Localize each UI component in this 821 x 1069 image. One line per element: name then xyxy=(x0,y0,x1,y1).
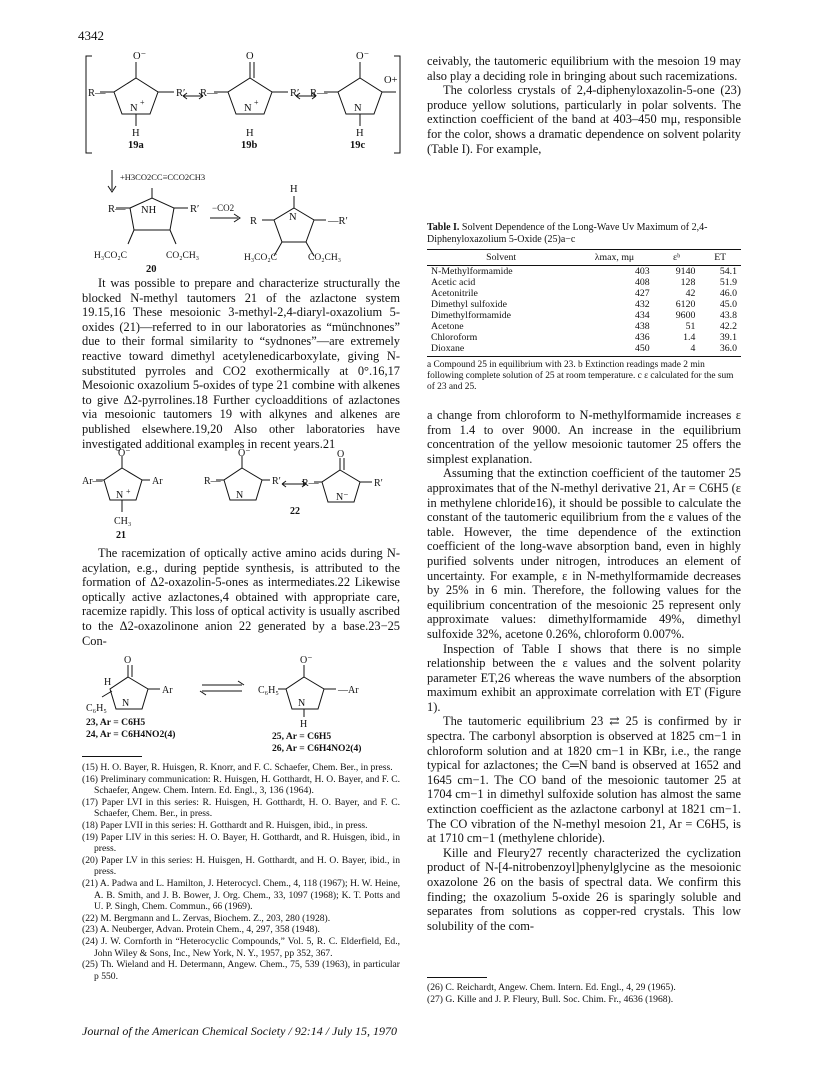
right-column-top xyxy=(427,54,741,156)
svg-text:—Ar: —Ar xyxy=(338,685,359,696)
cell-et: 36.0 xyxy=(699,343,741,357)
cell-epsilon: 1.4 xyxy=(683,332,696,343)
reference-18: (18) Paper LVII in this series: H. Gotthardt and R. Huisgen, ibid., in press. xyxy=(82,819,368,831)
table-row xyxy=(427,310,741,321)
cell-solvent: N-Methylformamide xyxy=(431,266,513,277)
paragraph-ir-spectra: The tautomeric equilibrium 23 ⇄ 25 is confirmed by ir spectra. The carbonyl absorption is observed at 1825 cm−1 in chloroform solution and at 1820 cm−1 in KBr, i.e., the range typical for azlactones; the C═N band is observed at 1652 and 1645 cm−1. The CO band of the mesoionic tautomer 25 at 1704 cm−1 in dimethyl sulfoxide solution has almost the same extinction coefficient as the azlactone carbonyl at 1821 cm−1. The CO vibration of the N-methyl mesoion 21, Ar = C6H5, is at 1710 cm−1 (methylene chloride). xyxy=(427,714,741,846)
header-solvent: Solvent xyxy=(427,250,575,266)
svg-text:+: + xyxy=(254,98,259,107)
reference-24: (24) J. W. Cornforth in “Heterocyclic Compounds,” Vol. 5, R. C. Elderfield, Ed., John Wiley & Sons, Inc., New York, N. Y., 1957, pp 352, 367. xyxy=(82,935,400,959)
svg-text:O: O xyxy=(124,655,132,666)
co2-loss-label: −CO2 xyxy=(212,203,235,213)
page-number: 4342 xyxy=(78,28,104,43)
svg-text:N: N xyxy=(289,212,297,223)
reference-25: (25) Th. Wieland and H. Determann, Angew. Chem., 75, 539 (1963), in particular p 550. xyxy=(82,959,400,982)
svg-text:H: H xyxy=(132,128,140,139)
label-21: 21 xyxy=(116,530,126,541)
journal-footer: Journal of the American Chemical Society / 92:14 / July 15, 1970 xyxy=(82,1024,398,1038)
svg-text:H: H xyxy=(300,719,308,730)
svg-text:Ar: Ar xyxy=(152,476,163,487)
table-1 xyxy=(427,249,741,357)
svg-text:—R′: —R′ xyxy=(328,216,348,227)
svg-text:N: N xyxy=(236,490,244,501)
table-caption xyxy=(427,222,741,245)
svg-text:CO₂CH₃: CO₂CH₃ xyxy=(308,253,342,263)
table-header-row xyxy=(427,250,741,266)
svg-text:N: N xyxy=(354,103,362,114)
cell-et: 54.1 xyxy=(719,266,737,277)
left-column-top xyxy=(82,276,400,451)
cell-epsilon: 51 xyxy=(685,321,696,332)
table-row xyxy=(427,332,741,343)
reference-27: (27) G. Kille and J. P. Fleury, Bull. Soc. Chim. Fr., 4636 (1968). xyxy=(427,993,674,1005)
svg-text:Ar: Ar xyxy=(162,685,173,696)
svg-text:CH₃: CH₃ xyxy=(114,516,132,527)
scheme-23-26-structures xyxy=(82,655,402,754)
cell-solvent: Dimethyl sulfoxide xyxy=(431,299,507,310)
svg-text:N⁻: N⁻ xyxy=(336,492,349,503)
cell-solvent: Dioxane xyxy=(427,343,575,357)
table-row xyxy=(427,343,741,357)
cell-solvent: Acetonitrile xyxy=(431,288,478,299)
svg-text:R—: R— xyxy=(310,88,328,99)
cell-lambda: 450 xyxy=(575,343,653,357)
footnote-rule-left xyxy=(82,756,142,757)
cell-epsilon: 4 xyxy=(654,343,700,357)
paragraph-chloroform-change: a change from chloroform to N-methylformamide increases ε from 1.4 to over 9000. An increase in the equilibrium concentration of the yellow mesoionic tautomer 25 offers the simplest explanation. xyxy=(427,408,741,466)
cell-epsilon: 6120 xyxy=(675,299,696,310)
svg-text:O⁻: O⁻ xyxy=(300,655,313,666)
svg-text:NH: NH xyxy=(141,205,157,216)
label-26: 26, Ar = C6H4NO2(4) xyxy=(272,743,362,754)
cell-et: 43.8 xyxy=(719,310,737,321)
svg-text:R′: R′ xyxy=(190,204,200,215)
left-column-middle xyxy=(82,546,400,648)
cell-lambda: 436 xyxy=(635,332,650,343)
cell-epsilon: 9600 xyxy=(675,310,696,321)
reference-20: (20) Paper LV in this series: H. Huisgen, H. Gotthardt, and H. O. Bayer, ibid., in press. xyxy=(82,854,400,878)
table-caption-text: Solvent Dependence of the Long-Wave Uv Maximum of 2,4-Diphenyloxazolium 5-Oxide (25)a−c xyxy=(427,222,708,245)
svg-text:N: N xyxy=(298,698,306,709)
references-left xyxy=(82,762,400,982)
paragraph-inspection: Inspection of Table I shows that there is no simple relationship between the ε values and the solvent polarity parameter ET,26 whereas the wave numbers of the absorption maximum exhibit an approximate correlation with ET (Figure 1). xyxy=(427,641,741,714)
label-19b: 19b xyxy=(241,140,258,151)
cell-et: 42.2 xyxy=(719,321,737,332)
label-19a: 19a xyxy=(128,140,144,151)
header-et: ET xyxy=(699,250,741,266)
table-caption-title: Table I. xyxy=(427,222,460,233)
cell-lambda: 427 xyxy=(635,288,650,299)
svg-text:+: + xyxy=(126,487,131,496)
table-row xyxy=(427,288,741,299)
footnote-rule-right xyxy=(427,977,487,978)
paragraph-munchnones: It was possible to prepare and characterize structurally the blocked N-methyl tautomers 21 of the azlactone system 19.15,16 These mesoionic 3-methyl-2,4-diaryl-oxazolium 5-oxides (21)—referred to in our laboratories as “münchnones” due to their formal similarity to “sydnones”—are extremely reactive toward dimethyl acetylenedicarboxylate, giving N-substituted pyrroles and CO2 exothermically at 0°.16,17 Mesoionic oxazolium 5-oxides of type 21 combine with alkenes to give Δ2-pyrrolines.18 Further cycloadditions of azlactones via mesoionic tautomers 19 with alkynes and alkenes are published elsewhere.19,20 Also other laboratories have investigated additional examples in recent years.21 xyxy=(82,276,400,451)
svg-text:H: H xyxy=(356,128,364,139)
label-22: 22 xyxy=(290,506,300,517)
reference-21: (21) A. Padwa and L. Hamilton, J. Heterocycl. Chem., 4, 118 (1967); H. W. Heine, A. B. Smith, and J. B. Bower, J. Org. Chem., 33, 1097 (1968); K. T. Potts and U. P. Singh, Chem. Commun., 66 (1969). xyxy=(82,877,400,913)
table-row xyxy=(427,266,741,278)
paragraph-kille-fleury: Kille and Fleury27 recently characterized the cyclization product of N-[4-nitrobenzoyl]phenylglycine as the mesoionic oxazolone 26 on the basis of spectral data. We confirm this finding; the oxazolium 5-oxide 26 is sparingly soluble and separates from solutions as copper-red crystals. This low solubility of the com- xyxy=(427,845,741,933)
table-footnote: a Compound 25 in equilibrium with 23. b Extinction readings made 2 min following complete solution of 25 at room temperature. c ε calculated for the sum of 23 and 25. xyxy=(427,360,734,392)
svg-text:N: N xyxy=(116,490,124,501)
reagent-label: +H3CO2CC≡CCO2CH3 xyxy=(120,172,206,182)
svg-text:O⁻: O⁻ xyxy=(356,51,370,62)
svg-text:R—: R— xyxy=(302,478,319,489)
cell-solvent: Dimethylformamide xyxy=(431,310,511,321)
svg-text:C₆H₅: C₆H₅ xyxy=(86,703,107,714)
label-19c: 19c xyxy=(350,140,366,151)
paragraph-extinction-coefficient: Assuming that the extinction coefficient of the tautomer 25 approximates that of the N-methyl derivative 21, Ar = C6H5 (ε in methylene chloride16), it should be possible to calculate the constant of the tautomeric equilibrium from the ε values of the table. However, the time dependence of the extinction coefficient of the long-wave absorption band, even in highly purified solvents under nitrogen, introduces an element of uncertainty. For example, ε in N-methylformamide decreases by 25% in 6 min. Therefore, the following values for the equilibrium concentration of the mesoionic 25 represent only approximate values: dimethylformamide 49%, dimethyl sulfoxide 32%, acetone 0.26%, chloroform 0.007%. xyxy=(427,466,741,641)
cell-epsilon: 42 xyxy=(685,288,696,299)
svg-text:R—: R— xyxy=(200,88,218,99)
references-right xyxy=(427,982,741,1005)
table-row xyxy=(427,299,741,310)
scheme-19-structures xyxy=(78,48,408,273)
svg-text:O: O xyxy=(246,51,254,62)
svg-text:R′: R′ xyxy=(176,88,186,99)
reference-19: (19) Paper LIV in this series: H. O. Bayer, H. Gotthardt, and R. Huisgen, ibid., in press. xyxy=(82,831,400,855)
svg-text:R—: R— xyxy=(204,476,221,487)
svg-text:N: N xyxy=(122,698,130,709)
svg-text:CO₂CH₃: CO₂CH₃ xyxy=(166,251,200,261)
cell-et: 39.1 xyxy=(719,332,737,343)
svg-text:R′: R′ xyxy=(272,476,281,487)
label-23: 23, Ar = C6H5 xyxy=(86,717,146,728)
right-column-bottom xyxy=(427,408,741,933)
reference-23: (23) A. Neuberger, Advan. Protein Chem., 4, 297, 358 (1948). xyxy=(82,924,320,936)
cell-et: 45.0 xyxy=(719,299,737,310)
cell-lambda: 432 xyxy=(635,299,650,310)
svg-text:H: H xyxy=(246,128,254,139)
cell-solvent: Acetic acid xyxy=(431,277,476,288)
reference-17: (17) Paper LVI in this series: R. Huisgen, H. Gotthardt, H. O. Bayer, and F. C. Schaefer, Chem. Ber., in press. xyxy=(82,796,400,820)
svg-text:H₃CO₂C: H₃CO₂C xyxy=(94,251,128,261)
svg-text:R′: R′ xyxy=(374,478,383,489)
label-24: 24, Ar = C6H4NO2(4) xyxy=(86,729,176,740)
reference-26: (26) C. Reichardt, Angew. Chem. Intern. Ed. Engl., 4, 29 (1965). xyxy=(427,982,676,993)
svg-text:Ar—: Ar— xyxy=(82,476,103,487)
svg-text:R—: R— xyxy=(88,88,106,99)
cell-solvent: Acetone xyxy=(431,321,464,332)
paragraph-yellow-solutions: The colorless crystals of 2,4-diphenyloxazolin-5-one (23) produce yellow solutions, particularly in polar solvents. The extinction coefficient of the band at 403–450 mμ, responsible for the color, shows a dramatic dependence on solvent polarity (Table I). For example, xyxy=(427,83,741,156)
reference-16: (16) Preliminary communication: R. Huisgen, H. Gotthardt, H. O. Bayer, and F. C. Schaefer, Angew. Chem. Intern. Ed. Engl., 3, 136 (1964). xyxy=(82,773,400,797)
cell-epsilon: 9140 xyxy=(675,266,696,277)
paragraph-racemization: The racemization of optically active amino acids during N-acylation, e.g., during peptide synthesis, is attributed to the formation of Δ2-oxazolin-5-ones as intermediates.22 Likewise optically active azlactones,4 obtained with appropriate care, racemize rapidly. This loss of optical activity is usually ascribed to the Δ2-oxazolinone anion 22 generated by a base.23−25 Con- xyxy=(82,546,400,648)
svg-text:O⁻: O⁻ xyxy=(118,448,131,459)
svg-text:R—: R— xyxy=(108,204,126,215)
svg-text:O: O xyxy=(337,449,345,460)
header-epsilon: εᵇ xyxy=(654,250,700,266)
cell-et: 51.9 xyxy=(719,277,737,288)
svg-text:O⁻: O⁻ xyxy=(133,51,147,62)
svg-text:O⁻: O⁻ xyxy=(238,448,251,459)
cell-epsilon: 128 xyxy=(680,277,696,288)
cell-lambda: 434 xyxy=(635,310,650,321)
header-lambda: λmax, mμ xyxy=(575,250,653,266)
label-25: 25, Ar = C6H5 xyxy=(272,731,332,742)
cell-solvent: Chloroform xyxy=(431,332,478,343)
table-row xyxy=(427,277,741,288)
svg-text:H: H xyxy=(290,184,298,195)
paragraph-racemization-continued: ceivably, the tautomeric equilibrium with the mesoion 19 may also play a deciding role in bringing about such racemizations. xyxy=(427,54,741,83)
svg-text:O+: O+ xyxy=(384,75,398,86)
svg-text:+: + xyxy=(140,98,145,107)
svg-text:C₆H₅: C₆H₅ xyxy=(258,685,279,696)
cell-lambda: 438 xyxy=(635,321,650,332)
svg-text:H: H xyxy=(104,677,112,688)
label-20: 20 xyxy=(146,264,157,275)
svg-text:N: N xyxy=(244,103,252,114)
table-row xyxy=(427,321,741,332)
svg-text:R′: R′ xyxy=(290,88,300,99)
scheme-21-22-structures xyxy=(82,450,402,540)
reference-15: (15) H. O. Bayer, R. Huisgen, R. Knorr, and F. C. Schaefer, Chem. Ber., in press. xyxy=(82,762,393,773)
cell-et: 46.0 xyxy=(719,288,737,299)
svg-text:N: N xyxy=(130,103,138,114)
reference-22: (22) M. Bergmann and L. Zervas, Biochem. Z., 203, 280 (1928). xyxy=(82,912,331,924)
cell-lambda: 403 xyxy=(635,266,650,277)
cell-lambda: 408 xyxy=(635,277,650,288)
svg-text:H₃CO₂C: H₃CO₂C xyxy=(244,253,278,263)
svg-text:R: R xyxy=(250,216,258,227)
